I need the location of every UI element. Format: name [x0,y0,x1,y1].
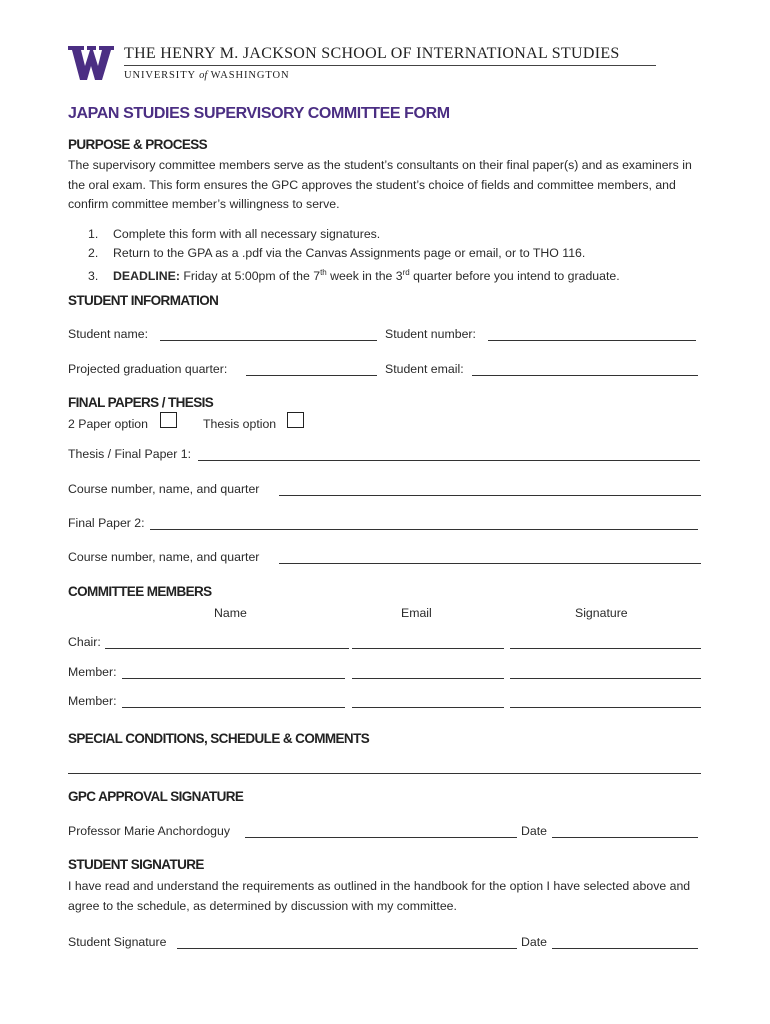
student-signature-heading: STUDENT SIGNATURE [68,857,204,872]
thesis-option-checkbox[interactable] [287,412,304,428]
member-label-2: Member: [68,694,117,708]
uw-w-logo-icon [68,46,114,80]
chair-label: Chair: [68,635,101,649]
form-title: JAPAN STUDIES SUPERVISORY COMMITTEE FORM [68,105,450,122]
student-date-label: Date [521,935,547,949]
gpc-date-label: Date [521,824,547,838]
student-info-heading: STUDENT INFORMATION [68,293,219,308]
student-date-field[interactable] [552,948,698,949]
member2-name-field[interactable] [122,707,345,708]
university-post: WASHINGTON [210,70,290,81]
gpc-date-field[interactable] [552,837,698,838]
student-signature-paragraph: I have read and understand the requirements as outlined in the handbook for the option I have selected above and agree to the schedule, as determined by discussion with my committee. [68,879,691,913]
student-email-label: Student email: [385,362,464,376]
course-info-label-1: Course number, name, and quarter [68,482,260,496]
purpose-paragraph: The supervisory committee members serve as the student’s consultants on their final paper(s) and as examiners in the oral exam. This form ensures the GPC approves the student’s choice of fields and committee members, and confirm committee member’s willingness to serve. [68,158,692,211]
step-item: 3. DEADLINE: Friday at 5:00pm of the 7th week in the 3rd quarter before you intend to graduate. [88,268,620,284]
paper-option-checkbox[interactable] [160,412,177,428]
member1-signature-field[interactable] [510,678,701,679]
special-conditions-field[interactable] [68,773,701,774]
special-conditions-heading: SPECIAL CONDITIONS, SCHEDULE & COMMENTS [68,731,370,746]
paper-option-label: 2 Paper option [68,417,148,431]
gpc-signature-field[interactable] [245,837,517,838]
member2-signature-field[interactable] [510,707,701,708]
university-of: of [199,70,208,81]
member1-email-field[interactable] [352,678,504,679]
student-number-label: Student number: [385,327,476,341]
student-email-field[interactable] [472,375,698,376]
committee-col-signature: Signature [575,606,628,620]
course-info-field-2[interactable] [279,563,701,564]
gpc-professor-label: Professor Marie Anchordoguy [68,824,230,838]
final-paper2-label: Final Paper 2: [68,516,145,530]
purpose-heading: PURPOSE & PROCESS [68,137,208,152]
step-item: 2. Return to the GPA as a .pdf via the Canvas Assignments page or email, or to THO 116. [88,246,586,260]
member-label-1: Member: [68,665,117,679]
chair-email-field[interactable] [352,648,504,649]
graduation-quarter-field[interactable] [246,375,377,376]
student-number-field[interactable] [488,340,696,341]
thesis-paper1-label: Thesis / Final Paper 1: [68,447,192,461]
student-signature-label: Student Signature [68,935,167,949]
thesis-option-label: Thesis option [203,417,277,431]
student-name-label: Student name: [68,327,148,341]
university-pre: UNIVERSITY [124,70,196,81]
step-item: 1. Complete this form with all necessary signatures. [88,227,381,241]
member2-email-field[interactable] [352,707,504,708]
committee-heading: COMMITTEE MEMBERS [68,584,212,599]
committee-col-email: Email [401,606,432,620]
deadline-label: DEADLINE: [113,269,180,284]
committee-col-name: Name [214,606,247,620]
chair-signature-field[interactable] [510,648,701,649]
student-name-field[interactable] [160,340,377,341]
school-name: THE HENRY M. JACKSON SCHOOL OF INTERNATIONAL STUDIES [124,45,620,62]
course-info-field-1[interactable] [279,495,701,496]
university-name [124,70,289,81]
student-signature-field[interactable] [177,948,517,949]
chair-name-field[interactable] [105,648,349,649]
thesis-paper1-field[interactable] [198,460,700,461]
header-divider [124,65,656,66]
final-papers-heading: FINAL PAPERS / THESIS [68,395,214,410]
final-paper2-field[interactable] [150,529,698,530]
process-steps [88,225,620,286]
member1-name-field[interactable] [122,678,345,679]
course-info-label-2: Course number, name, and quarter [68,550,260,564]
graduation-quarter-label: Projected graduation quarter: [68,362,228,376]
gpc-approval-heading: GPC APPROVAL SIGNATURE [68,789,244,804]
